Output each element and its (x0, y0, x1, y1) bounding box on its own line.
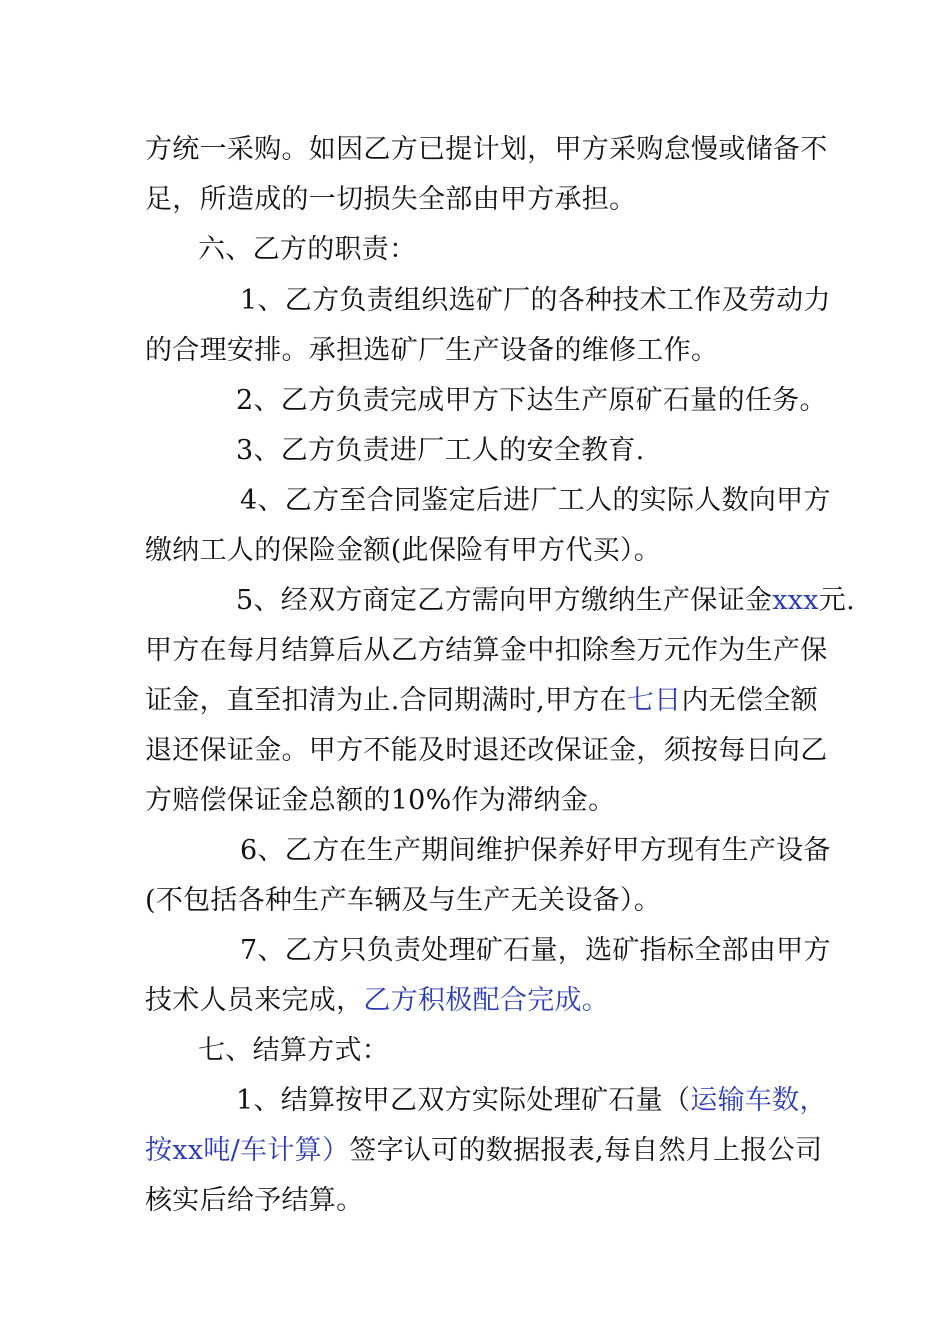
text-run: 七、结算方式： (198, 1035, 390, 1066)
text-line (145, 331, 718, 371)
section-heading (198, 1031, 389, 1071)
text-run: 核实后给予结算。 (145, 1185, 364, 1216)
text-run: 足，所造成的一切损失全部由甲方承担。 (145, 184, 637, 215)
text-run: 1、乙方负责组织选矿厂的各种技术工作及劳动力 (240, 285, 831, 316)
text-run: (不包括各种生产车辆及与生产无关设备）。 (145, 885, 662, 916)
text-line (145, 781, 615, 821)
highlighted-text: 乙方积极配合完成。 (363, 985, 610, 1016)
text-line (145, 180, 636, 220)
text-run: 7、乙方只负责处理矿石量，选矿指标全部由甲方 (240, 935, 831, 966)
text-run: 六、乙方的职责： (198, 234, 417, 265)
text-line (145, 881, 661, 921)
text-run: 退还保证金。甲方不能及时退还改保证金，须按每日向乙 (145, 735, 828, 766)
text-run: 的合理安排。承担选矿厂生产设备的维修工作。 (145, 335, 719, 366)
section-heading (198, 230, 416, 270)
text-line (240, 931, 831, 971)
text-line (145, 531, 661, 571)
highlighted-text: 七日 (626, 685, 682, 716)
text-run: 5、经双方商定乙方需向甲方缴纳生产保证金 (236, 585, 773, 616)
text-line (236, 581, 855, 621)
text-run: 4、乙方至合同鉴定后进厂工人的实际人数向甲方 (240, 485, 831, 516)
text-line (145, 1131, 822, 1171)
text-run: 内无偿全额 (681, 685, 818, 716)
text-run: 甲方在每月结算后从乙方结算金中扣除叁万元作为生产保 (145, 635, 828, 666)
text-line (145, 731, 828, 771)
text-line (145, 1181, 363, 1221)
text-run: 元. (818, 585, 855, 616)
text-line (145, 981, 609, 1021)
text-run: 方赔偿保证金总额的10%作为滞纳金。 (145, 785, 616, 816)
text-run: 3、乙方负责进厂工人的安全教育. (236, 435, 645, 466)
highlighted-text: 运输车数， (690, 1085, 827, 1116)
text-run: 技术人员来完成， (145, 985, 364, 1016)
text-run: 6、乙方在生产期间维护保养好甲方现有生产设备 (240, 835, 831, 866)
text-line (145, 130, 828, 170)
text-line (240, 481, 831, 521)
text-line (236, 431, 645, 471)
text-line (240, 281, 831, 321)
highlighted-text: xxx (772, 585, 819, 616)
text-run: 缴纳工人的保险金额(此保险有甲方代买）。 (145, 535, 662, 566)
highlighted-text: 按xx吨/车计算） (145, 1135, 350, 1166)
text-run: 签字认可的数据报表,每自然月上报公司 (349, 1135, 823, 1166)
text-run: 方统一采购。如因乙方已提计划，甲方采购怠慢或储备不 (145, 134, 828, 165)
text-run: 1、结算按甲乙双方实际处理矿石量（ (236, 1085, 691, 1116)
text-run: 证金，直至扣清为止.合同期满时,甲方在 (145, 685, 627, 716)
text-line (236, 381, 827, 421)
text-line (145, 681, 818, 721)
text-run: 2、乙方负责完成甲方下达生产原矿石量的任务。 (236, 385, 827, 416)
text-line (145, 631, 828, 671)
text-line (236, 1081, 827, 1121)
text-line (240, 831, 831, 871)
